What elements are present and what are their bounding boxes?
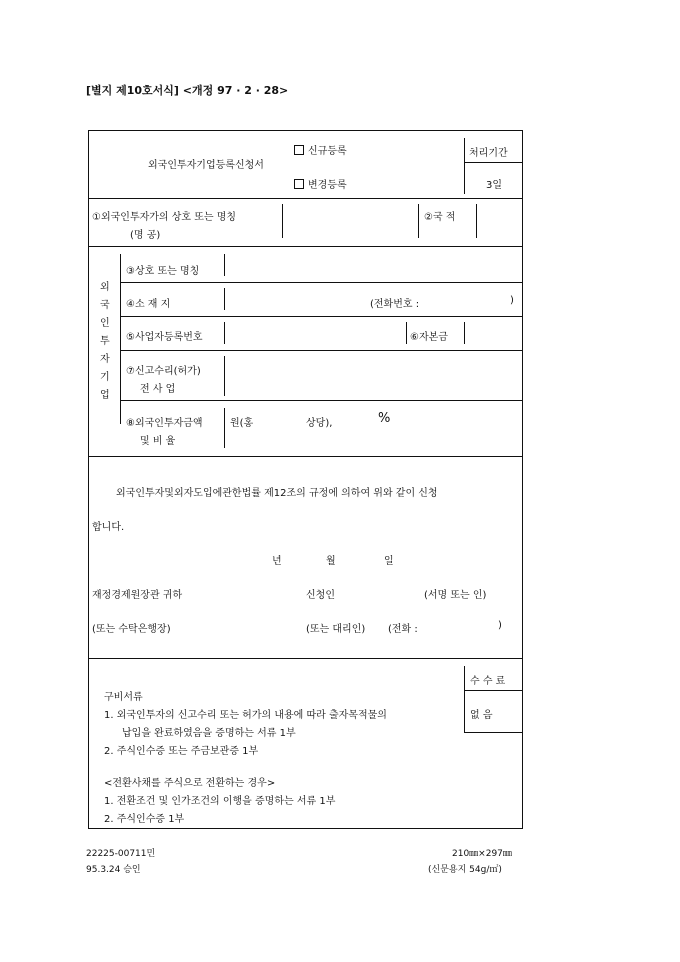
conversion-doc-2: 2. 주식인수증 1부 bbox=[104, 814, 185, 825]
approved-business-field[interactable] bbox=[232, 360, 516, 392]
approved-business-label: ⑦신고수리(허가) bbox=[126, 366, 201, 377]
change-registration-label: 변경등록 bbox=[308, 180, 347, 191]
side-char-5: 자 bbox=[100, 354, 110, 365]
recipient-bank: (또는 수탁은행장) bbox=[92, 624, 171, 635]
side-char-2: 국 bbox=[100, 300, 110, 311]
capital-field[interactable] bbox=[470, 326, 516, 342]
form-header: [별지 제10호서식] <개정 97 · 2 · 28> bbox=[86, 84, 289, 97]
investment-ratio-percent: % bbox=[378, 411, 391, 426]
fee-label: 수 수 료 bbox=[470, 676, 506, 687]
new-registration-label: 신규등록 bbox=[308, 146, 347, 157]
business-number-label: ⑤사업자등록번호 bbox=[126, 332, 203, 343]
statement-line-2: 합니다. bbox=[92, 522, 125, 533]
form-title: 외국인투자기업등록신청서 bbox=[148, 160, 264, 171]
company-name-field[interactable] bbox=[232, 258, 516, 276]
conversion-doc-1: 1. 전환조건 및 인가조건의 이행을 증명하는 서류 1부 bbox=[104, 796, 336, 807]
company-name-label: ③상호 또는 명칭 bbox=[126, 266, 200, 277]
side-char-3: 인 bbox=[100, 318, 110, 329]
side-char-7: 업 bbox=[100, 390, 110, 401]
date-day-label: 일 bbox=[384, 556, 394, 567]
address-phone-close: ) bbox=[510, 295, 514, 306]
date-month-label: 월 bbox=[326, 556, 336, 567]
investment-amount-label: ⑧외국인투자금액 bbox=[126, 418, 203, 429]
required-docs-title: 구비서류 bbox=[104, 692, 143, 703]
address-field[interactable] bbox=[232, 292, 362, 308]
approved-business-sub: 전 사 업 bbox=[140, 384, 176, 395]
processing-period-value: 3일 bbox=[486, 180, 503, 191]
nationality-field[interactable] bbox=[480, 206, 518, 234]
approval-date: 95.3.24 승인 bbox=[86, 865, 141, 875]
processing-period-label: 처리기간 bbox=[469, 148, 508, 159]
change-registration-checkbox[interactable] bbox=[294, 176, 347, 191]
new-registration-checkbox[interactable] bbox=[294, 142, 347, 157]
fee-value: 없 음 bbox=[470, 710, 493, 721]
capital-label: ⑥자본금 bbox=[410, 332, 448, 343]
recipient-minister: 재정경제원장관 귀하 bbox=[92, 590, 183, 601]
side-char-1: 외 bbox=[100, 282, 110, 293]
form-code: 22225-00711민 bbox=[86, 849, 156, 859]
foreign-investor-name-sub: (명 공) bbox=[130, 230, 161, 241]
side-char-4: 투 bbox=[100, 336, 110, 347]
conversion-title: <전환사채를 주식으로 전환하는 경우> bbox=[104, 778, 276, 789]
date-year-label: 년 bbox=[272, 556, 282, 567]
phone-close: ) bbox=[498, 620, 502, 631]
business-number-field[interactable] bbox=[232, 326, 400, 342]
signature-label: (서명 또는 인) bbox=[424, 590, 487, 601]
paper-size: 210㎜×297㎜ bbox=[452, 849, 512, 859]
paper-type: (신문용지 54g/㎡) bbox=[428, 865, 502, 875]
address-phone-label: (전화번호 : bbox=[370, 299, 420, 310]
foreign-investor-name-field[interactable] bbox=[290, 206, 410, 234]
required-doc-1a: 1. 외국인투자의 신고수리 또는 허가의 내용에 따라 출자목적물의 bbox=[104, 710, 387, 721]
nationality-label: ②국 적 bbox=[424, 212, 456, 223]
agent-label: (또는 대리인) bbox=[306, 624, 366, 635]
investment-amount-unit: 원(홍 bbox=[230, 418, 254, 429]
statement-line-1: 외국인투자및외자도입에관한법률 제12조의 규정에 의하여 위와 같이 신청 bbox=[116, 488, 438, 499]
foreign-investor-name-label: ①외국인투자가의 상호 또는 명칭 bbox=[92, 212, 237, 223]
required-doc-1b: 납입을 완료하였음을 증명하는 서류 1부 bbox=[122, 728, 296, 739]
required-doc-2: 2. 주식인수증 또는 주금보관증 1부 bbox=[104, 746, 259, 757]
side-char-6: 기 bbox=[100, 372, 110, 383]
investment-amount-sub: 및 비 율 bbox=[140, 436, 176, 447]
address-label: ④소 재 지 bbox=[126, 299, 171, 310]
investment-amount-equiv: 상당), bbox=[306, 418, 333, 429]
applicant-label: 신청인 bbox=[306, 590, 335, 601]
phone-label: (전화 : bbox=[388, 624, 418, 635]
